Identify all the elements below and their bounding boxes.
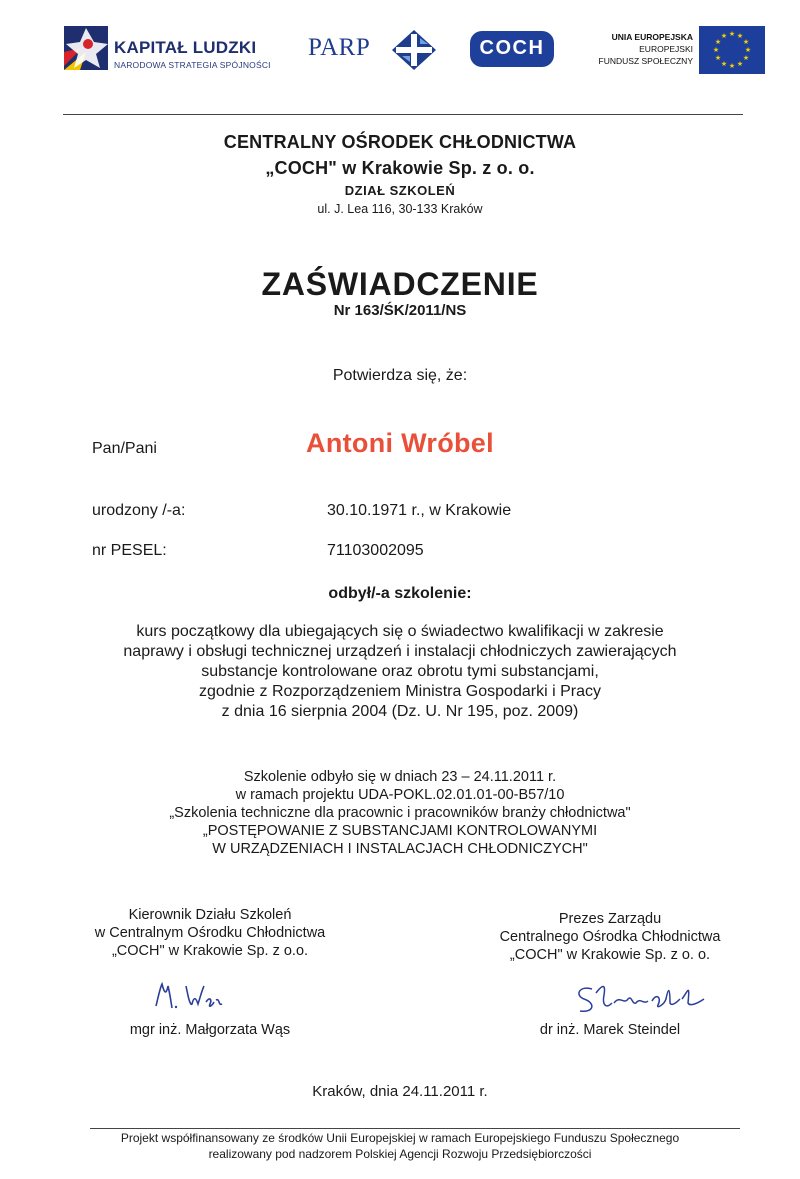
signature-role-line: „COCH" w Krakowie Sp. z o. o. (509, 947, 711, 963)
header-divider (63, 114, 743, 115)
svg-text:★: ★ (720, 32, 728, 40)
svg-text:★: ★ (744, 46, 752, 54)
course-line: z dnia 16 sierpnia 2004 (Dz. U. Nr 195, poz. 2009) (221, 703, 579, 720)
kapital-ludzki-emblem-icon (60, 22, 112, 74)
kapital-ludzki-logo (60, 22, 270, 78)
signature-role-line: w Centralnym Ośrodku Chłodnictwa (94, 925, 326, 941)
svg-text:★: ★ (736, 32, 744, 40)
svg-text:★: ★ (736, 60, 744, 68)
eu-logo-line3: FUNDUSZ SPOŁECZNY (598, 56, 693, 66)
signatory-name-right: dr inż. Marek Steindel (539, 1022, 681, 1038)
svg-text:★: ★ (714, 54, 722, 62)
svg-text:★: ★ (728, 30, 736, 38)
project-line: „Szkolenia techniczne dla pracownic i pracowników branży chłodnictwa" (169, 805, 631, 821)
course-line: zgodnie z Rozporządzeniem Ministra Gospodarki i Pracy (199, 683, 601, 700)
signatory-name-left: mgr inż. Małgorzata Wąs (129, 1022, 291, 1038)
signature-role-line: Centralnego Ośrodka Chłodnictwa (499, 929, 721, 945)
footer-divider (90, 1128, 740, 1129)
footer-line: realizowany pod nadzorem Polskiej Agencji Rozwoju Przedsiębiorczości (208, 1147, 592, 1161)
project-info (60, 768, 740, 858)
eu-stars-icon (699, 26, 765, 74)
project-line: W URZĄDZENIACH I INSTALACJACH CHŁODNICZYCH" (212, 841, 588, 857)
svg-text:★: ★ (728, 62, 736, 70)
project-line: „POSTĘPOWANIE Z SUBSTANCJAMI KONTROLOWANYMI (202, 823, 598, 839)
pesel-label: nr PESEL: (92, 542, 167, 559)
coch-text: COCH (479, 37, 545, 59)
eu-logo-line2: EUROPEJSKI (639, 44, 693, 54)
signature-block-right (460, 910, 760, 964)
course-description (60, 622, 740, 722)
pesel-value: 71103002095 (327, 542, 424, 559)
parp-text: PARP (308, 34, 371, 61)
signature-role-line: Kierownik Działu Szkoleń (128, 907, 292, 923)
org-address: ul. J. Lea 116, 30-133 Kraków (317, 202, 483, 216)
org-name-line1: CENTRALNY OŚRODEK CHŁODNICTWA (223, 132, 577, 152)
coch-logo (470, 31, 554, 67)
confirm-text: Potwierdza się, że: (332, 367, 468, 384)
footer-line: Projekt współfinansowany ze środków Unii Europejskiej w ramach Europejskiego Funduszu Społecznego (120, 1131, 680, 1145)
eu-logo (590, 26, 765, 76)
kapital-ludzki-title: KAPITAŁ LUDZKI (114, 38, 257, 57)
person-name: Antoni Wróbel (306, 428, 494, 458)
parp-emblem-icon (392, 30, 436, 70)
footer-note (60, 1130, 740, 1162)
handwritten-signature-left-icon (150, 976, 230, 1016)
project-line: Szkolenie odbyło się w dniach 23 – 24.11.2011 r. (243, 769, 557, 785)
course-line: naprawy i obsługi technicznej urządzeń i instalacji chłodniczych zawierających (123, 643, 677, 660)
org-name-line2: „COCH" w Krakowie Sp. z o. o. (265, 158, 535, 178)
svg-text:★: ★ (742, 38, 750, 46)
trained-heading: odbył/-a szkolenie: (328, 585, 472, 602)
svg-text:★: ★ (712, 46, 720, 54)
signature-role-line: Prezes Zarządu (558, 911, 662, 927)
handwritten-signature-right-icon (570, 975, 710, 1020)
certificate-number: Nr 163/ŚK/2011/NS (333, 302, 467, 319)
kapital-ludzki-subtitle: NARODOWA STRATEGIA SPÓJNOŚCI (114, 60, 271, 70)
svg-text:★: ★ (714, 38, 722, 46)
course-line: substancje kontrolowane oraz obrotu tymi substancjami, (201, 663, 599, 680)
eu-flag-icon (699, 26, 765, 74)
svg-text:★: ★ (742, 54, 750, 62)
pan-label: Pan/Pani (92, 440, 157, 457)
signature-role-line: „COCH" w Krakowie Sp. z o.o. (111, 943, 309, 959)
signature-block-left (60, 906, 360, 960)
course-line: kurs początkowy dla ubiegających się o świadectwo kwalifikacji w zakresie (136, 623, 664, 640)
born-value: 30.10.1971 r., w Krakowie (327, 502, 512, 519)
org-department: DZIAŁ SZKOLEŃ (344, 183, 456, 198)
parp-logo (308, 28, 438, 72)
certificate-title: ZAŚWIADCZENIE (261, 266, 539, 302)
svg-text:★: ★ (720, 60, 728, 68)
born-label: urodzony /-a: (92, 502, 186, 519)
eu-logo-line1: UNIA EUROPEJSKA (611, 32, 693, 42)
project-line: w ramach projektu UDA-POKL.02.01.01-00-B57/10 (235, 787, 565, 803)
place-and-date: Kraków, dnia 24.11.2011 r. (312, 1083, 488, 1100)
